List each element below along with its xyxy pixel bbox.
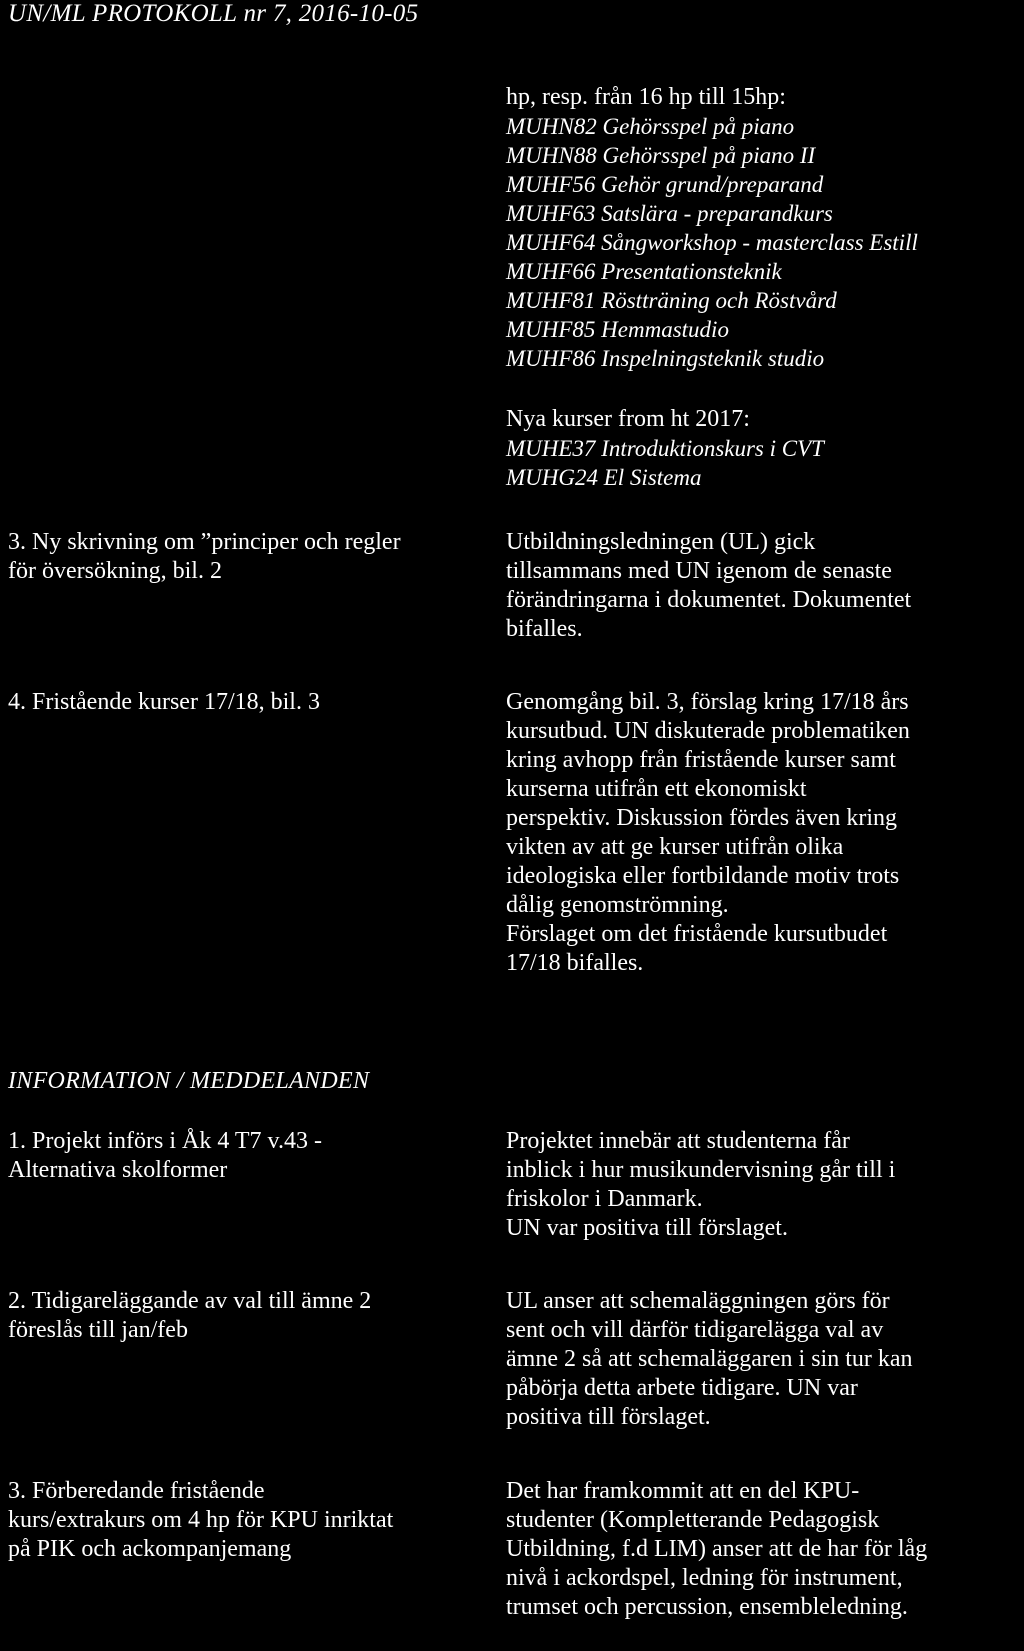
- text-line: sent och vill därför tidigarelägga val av: [506, 1317, 884, 1343]
- text-line: bifalles.: [506, 616, 583, 642]
- topic-line: 3. Förberedande fristående: [8, 1478, 265, 1504]
- course-item: MUHF86 Inspelningsteknik studio: [506, 346, 825, 371]
- info-item-text: [506, 1127, 1018, 1243]
- info-item-topic: [8, 1477, 478, 1564]
- topic-line: på PIK och ackompanjemang: [8, 1536, 292, 1562]
- text-line: ideologiska eller fortbildande motiv trots: [506, 863, 900, 889]
- course-item: MUHG24 El Sistema: [506, 465, 702, 490]
- info-item-topic: [8, 1127, 478, 1185]
- text-line: perspektiv. Diskussion fördes även kring: [506, 805, 898, 831]
- course-list-intro: hp, resp. från 16 hp till 15hp:: [506, 84, 786, 110]
- text-line: inblick i hur musikundervisning går till i: [506, 1157, 896, 1183]
- course-list: [506, 83, 1018, 373]
- course-item: MUHN88 Gehörsspel på piano II: [506, 143, 816, 168]
- text-line: Utbildningsledningen (UL) gick: [506, 529, 816, 555]
- topic-line: Alternativa skolformer: [8, 1157, 228, 1183]
- text-line: 17/18 bifalles.: [506, 950, 644, 976]
- text-line: dålig genomströmning.: [506, 892, 729, 918]
- text-line: ämne 2 så att schemaläggaren i sin tur kan: [506, 1346, 913, 1372]
- text-line: Det har framkommit att en del KPU-: [506, 1478, 860, 1504]
- agenda-item-text: [506, 528, 1018, 644]
- course-item: MUHF85 Hemmastudio: [506, 317, 729, 342]
- text-line: friskolor i Danmark.: [506, 1186, 703, 1212]
- text-line: positiva till förslaget.: [506, 1404, 711, 1430]
- course-item: MUHN82 Gehörsspel på piano: [506, 114, 795, 139]
- new-courses: [506, 405, 1018, 492]
- text-line: UL anser att schemaläggningen görs för: [506, 1288, 890, 1314]
- topic-line: 3. Ny skrivning om ”principer och regler: [8, 529, 401, 555]
- course-item: MUHF56 Gehör grund/preparand: [506, 172, 824, 197]
- course-item: MUHF81 Röstträning och Röstvård: [506, 288, 837, 313]
- text-line: Förslaget om det fristående kursutbudet: [506, 921, 888, 947]
- text-line: kursutbud. UN diskuterade problematiken: [506, 718, 910, 744]
- text-line: studenter (Kompletterande Pedagogisk: [506, 1507, 880, 1533]
- text-line: Genomgång bil. 3, förslag kring 17/18 års: [506, 689, 909, 715]
- text-line: Utbildning, f.d LIM) anser att de har för låg: [506, 1536, 928, 1562]
- agenda-item-topic: [8, 688, 478, 717]
- text-line: vikten av att ge kurser utifrån olika: [506, 834, 844, 860]
- information-heading: INFORMATION / MEDDELANDEN: [8, 1068, 370, 1094]
- info-item-text: [506, 1287, 1018, 1432]
- text-line: UN var positiva till förslaget.: [506, 1215, 788, 1241]
- text-line: nivå i ackordspel, ledning för instrument,: [506, 1565, 903, 1591]
- topic-line: för översökning, bil. 2: [8, 558, 222, 584]
- course-item: MUHF66 Presentationsteknik: [506, 259, 782, 284]
- text-line: Projektet innebär att studenterna får: [506, 1128, 850, 1154]
- new-courses-heading: Nya kurser from ht 2017:: [506, 406, 750, 432]
- text-line: påbörja detta arbete tidigare. UN var: [506, 1375, 858, 1401]
- text-line: tillsammans med UN igenom de senaste: [506, 558, 892, 584]
- topic-line: 1. Projekt införs i Åk 4 T7 v.43 -: [8, 1128, 322, 1154]
- info-item-text: [506, 1477, 1018, 1622]
- topic-line: 2. Tidigareläggande av val till ämne 2: [8, 1288, 372, 1314]
- course-item: MUHE37 Introduktionskurs i CVT: [506, 436, 824, 461]
- topic-line: föreslås till jan/feb: [8, 1317, 188, 1343]
- protocol-header: UN/ML PROTOKOLL nr 7, 2016-10-05: [8, 0, 419, 27]
- course-item: MUHF63 Satslära - preparandkurs: [506, 201, 833, 226]
- course-item: MUHF64 Sångworkshop - masterclass Estill: [506, 230, 918, 255]
- topic-line: kurs/extrakurs om 4 hp för KPU inriktat: [8, 1507, 394, 1533]
- text-line: kring avhopp från fristående kurser samt: [506, 747, 896, 773]
- text-line: trumset och percussion, ensembleledning.: [506, 1594, 908, 1620]
- topic-line: 4. Fristående kurser 17/18, bil. 3: [8, 689, 320, 715]
- text-line: kurserna utifrån ett ekonomiskt: [506, 776, 807, 802]
- text-line: förändringarna i dokumentet. Dokumentet: [506, 587, 912, 613]
- agenda-item-text: [506, 688, 1018, 978]
- agenda-item-topic: [8, 528, 478, 586]
- info-item-topic: [8, 1287, 478, 1345]
